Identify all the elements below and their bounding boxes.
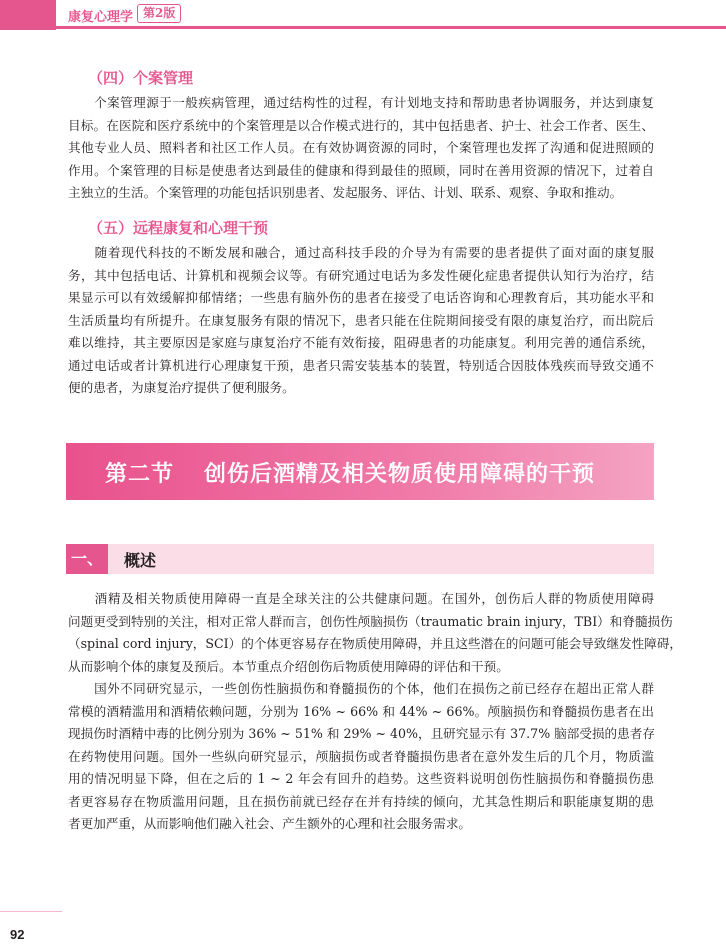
paragraph-telerehab <box>68 242 654 400</box>
paragraph-overview-2 <box>68 678 654 836</box>
header-rule <box>56 26 726 29</box>
subsection-title: 概述 <box>124 551 157 570</box>
text-line: 主独立的生活。个案管理的功能包括识别患者、发起服务、评估、计划、联系、观察、争取和推动。 <box>68 185 623 200</box>
text-line: 生活质量均有所提升。在康复服务有限的情况下，患者只能在住院期间接受有限的康复治疗，而出院后 <box>68 312 654 328</box>
subheading-telerehab: （五）远程康复和心理干预 <box>88 219 269 237</box>
text-line: 常模的酒精滥用和酒精依赖问题，分别为 16% ~ 66% 和 44% ~ 66%。颅脑损伤和脊髓损伤患者在出 <box>68 703 654 719</box>
text-line: 者更加严重，从而影响他们融入社会、产生额外的心理和社会服务需求。 <box>68 816 471 831</box>
footer-rule <box>0 911 62 912</box>
subsection-number: 一、 <box>66 544 108 574</box>
section-title-text: 创伤后酒精及相关物质使用障碍的干预 <box>204 461 596 487</box>
text-line: 问题更受到特别的关注，相对正常人群而言，创伤性颅脑损伤（traumatic brain injury，TBI）和脊髓损伤 <box>68 613 673 629</box>
text-line: 者更容易存在物质滥用问题，且在损伤前就已经存在并有持续的倾向，尤其急性期后和职能康复期的患 <box>68 793 654 809</box>
text-line: 在药物使用问题。国外一些纵向研究显示，颅脑损伤或者脊髓损伤患者在意外发生后的几个月，物质滥 <box>68 748 654 764</box>
page-number: 92 <box>10 927 25 942</box>
text-line: 个案管理源于一般疾病管理，通过结构性的过程，有计划地支持和帮助患者协调服务，并达到康复 <box>68 95 654 110</box>
header-accent-block <box>0 0 56 30</box>
text-line: 现损伤时酒精中毒的比例分别为 36% ~ 51% 和 29% ~ 40%，且研究显示有 37.7% 脑部受损的患者存 <box>68 726 655 741</box>
text-line: 其他专业人员、照料者和社区工作人员。在有效协调资源的同时，个案管理也发挥了沟通和促进照顾的 <box>68 140 654 155</box>
text-line: （spinal cord injury，SCI）的个体更容易存在物质使用障碍，并且这些潜在的问题可能会导致继发性障碍， <box>68 636 683 651</box>
text-line: 果显示可以有效缓解抑郁情绪；一些患有脑外伤的患者在接受了电话咨询和心理教育后，其功能水平和 <box>68 290 654 305</box>
text-line: 务，其中包括电话、计算机和视频会议等。有研究通过电话为多发性硬化症患者提供认知行为治疗，结 <box>68 267 654 283</box>
section-title <box>105 457 595 488</box>
paragraph-overview-1 <box>68 588 683 678</box>
paragraph-case-management <box>68 92 654 205</box>
text-line: 难以维持，其主要原因是家庭与康复治疗不能有效衔接，阻碍患者的功能康复。利用完善的通信系统， <box>68 335 654 350</box>
section-number: 第二节 <box>105 461 175 487</box>
text-line: 便的患者，为康复治疗提供了便利服务。 <box>68 380 295 395</box>
text-line: 从而影响个体的康复及预后。本节重点介绍创伤后物质使用障碍的评估和干预。 <box>68 658 509 674</box>
book-title: 康复心理学 <box>68 10 134 25</box>
text-line: 用的情况明显下降，但在之后的 1 ~ 2 年会有回升的趋势。这些资料说明创伤性脑损伤和脊髓损伤患 <box>68 771 654 786</box>
text-line: 随着现代科技的不断发展和融合，通过高科技手段的介导为有需要的患者提供了面对面的康复服 <box>68 245 654 260</box>
subheading-case-management: （四）个案管理 <box>88 69 194 87</box>
text-line: 作用。个案管理的目标是使患者达到最佳的健康和得到最佳的照顾，同时在善用资源的情况下，过着自 <box>68 162 654 178</box>
text-line: 国外不同研究显示，一些创伤性脑损伤和脊髓损伤的个体，他们在损伤之前已经存在超出正常人群 <box>68 681 654 696</box>
edition-badge: 第2版 <box>137 4 181 23</box>
text-line: 通过电话或者计算机进行心理康复干预，患者只需安装基本的装置，特别适合因肢体残疾而导致交通不 <box>68 357 654 373</box>
text-line: 酒精及相关物质使用障碍一直是全球关注的公共健康问题。在国外，创伤后人群的物质使用障碍 <box>68 591 654 606</box>
text-line: 目标。在医院和医疗系统中的个案管理是以合作模式进行的，其中包括患者、护士、社会工作者、医生、 <box>68 117 654 133</box>
